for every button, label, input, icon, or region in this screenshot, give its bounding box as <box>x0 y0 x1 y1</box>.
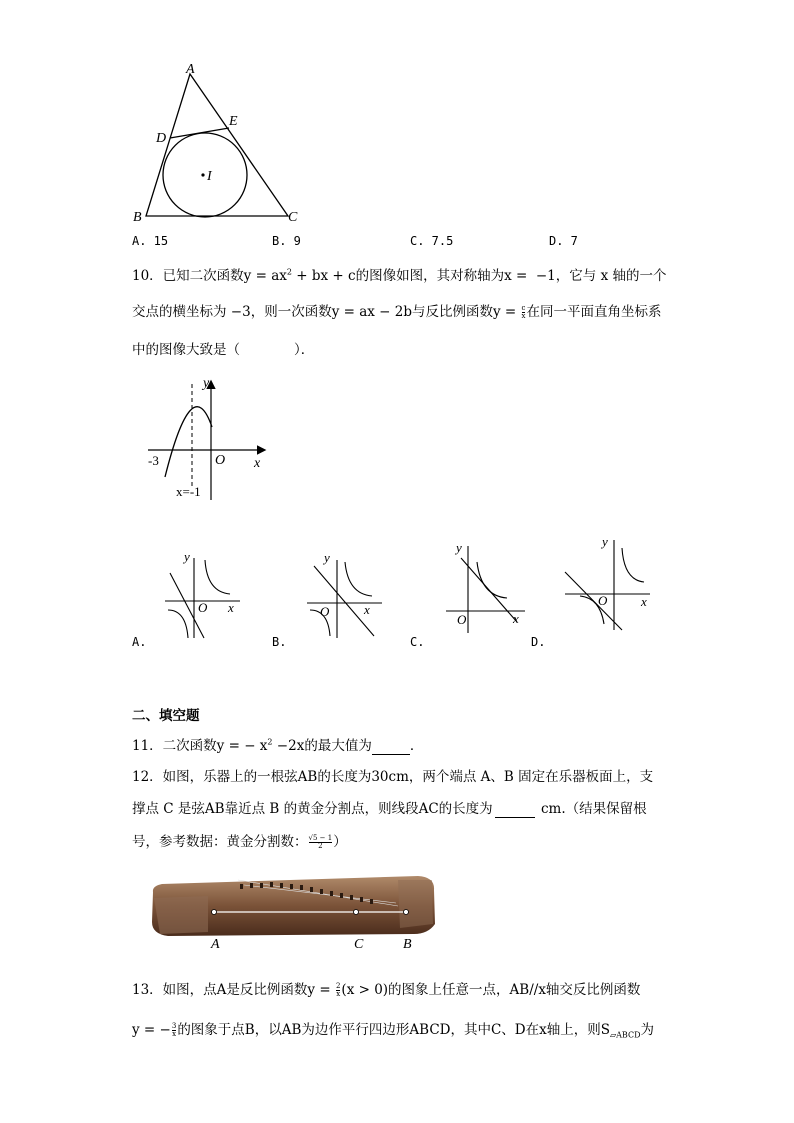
q10-line-1 <box>132 264 666 284</box>
q10-text-1b: + bx + c的图像如图，其对称轴为x = −1，它与 x 轴的一个 <box>291 268 667 284</box>
label-b: B <box>133 210 142 225</box>
option-d[interactable]: D. 7 <box>549 234 578 248</box>
hyperbola-branch-1 <box>205 560 230 594</box>
svg-text:y: y <box>456 540 462 555</box>
label-e: E <box>229 114 238 129</box>
label-c: C <box>354 937 364 952</box>
q10-text-2a: 交点的横坐标为 −3，则一次函数y = ax − 2b与反比例函数y = <box>132 304 521 320</box>
label-neg3: -3 <box>148 453 159 468</box>
q10-line-3: 中的图像大致是（ ）． <box>132 342 315 358</box>
parabola-curve <box>165 407 212 477</box>
option-c-graph <box>441 538 529 638</box>
svg-text:O: O <box>320 604 330 619</box>
svg-text:y: y <box>184 549 190 564</box>
center-point <box>201 173 204 176</box>
svg-text:x: x <box>228 600 234 615</box>
option-b-graph <box>302 548 387 640</box>
q10-option-d[interactable]: D. <box>531 635 546 649</box>
svg-text:y: y <box>324 550 330 565</box>
q12-line-1: 12．如图，乐器上的一根弦AB的长度为30cm，两个端点 A、B 固定在乐器板面上，支 <box>132 769 654 785</box>
q11-line: 11．二次函数y = − $x^2 -2x$的最大值为 ． <box>132 737 424 754</box>
label-d: D <box>156 131 167 146</box>
parabola-graph <box>140 372 280 507</box>
label-b: B <box>403 937 412 952</box>
label-a: A <box>211 937 220 952</box>
option-a[interactable]: A. 15 <box>132 234 169 248</box>
option-b[interactable]: B. 9 <box>272 234 301 248</box>
q10-option-b[interactable]: B. <box>272 635 287 649</box>
point-b <box>404 910 409 915</box>
label-c: C <box>288 210 298 225</box>
svg-text:x: x <box>513 611 519 626</box>
answer-blank[interactable] <box>495 801 535 818</box>
q10-text-2b: 在同一平面直角坐标系 <box>526 304 662 320</box>
option-c[interactable]: C. 7.5 <box>410 234 454 248</box>
q13-line-1: 13．如图，点A是反比例函数y = $\frac{2}{x}$ (x > 0)的图象上任意一点，AB//x轴交反比例函数 <box>132 982 641 998</box>
superscript: 2 <box>286 267 292 277</box>
point-a <box>212 910 217 915</box>
fraction-2-over-x: $\frac{2}{x}$ <box>335 982 341 998</box>
answer-blank[interactable] <box>372 738 410 755</box>
incircle <box>163 133 247 217</box>
svg-text:x: x <box>364 602 370 617</box>
option-d-graph <box>560 534 656 632</box>
q10-option-c[interactable]: C. <box>410 635 425 649</box>
svg-text:O: O <box>457 612 467 627</box>
label-x: x <box>254 456 261 471</box>
guzheng-instrument-figure <box>148 872 440 954</box>
label-symmetry: x=-1 <box>176 484 201 499</box>
svg-text:x: x <box>641 594 647 609</box>
section-heading: 二、填空题 <box>132 708 200 724</box>
point-c <box>354 910 359 915</box>
svg-text:y: y <box>602 534 608 549</box>
svg-text:O: O <box>198 600 208 615</box>
triangle-incircle-figure <box>128 58 308 230</box>
svg-text:O: O <box>598 593 608 608</box>
q12-line-3: 号，参考数据：黄金分割数： $\frac{√5 - 1}{2}$ ） <box>132 834 347 850</box>
option-a-graph <box>160 548 245 640</box>
q12-line-2: 撑点 C 是弦AB靠近点 B 的黄金分割点，则线段AC的长度为 cm.（结果保留根 <box>132 801 647 817</box>
fraction-3-over-x: $\frac{3}{x}$ <box>171 1022 177 1038</box>
label-y: y <box>203 376 210 391</box>
q10-text-1a: 10．已知二次函数y = ax <box>132 268 287 284</box>
golden-ratio-fraction: $\frac{√5 - 1}{2}$ <box>308 834 333 850</box>
label-a: A <box>186 62 195 77</box>
q10-line-2 <box>132 300 661 320</box>
label-origin: O <box>215 453 226 468</box>
fraction-c-over-x: $\frac{c}{x}$ <box>521 304 526 320</box>
q10-option-a[interactable]: A. <box>132 635 147 649</box>
linear-line <box>314 566 374 636</box>
label-i: I <box>207 169 212 184</box>
q13-line-2: y = − $\frac{3}{x}$ 的图象于点B，以AB为边作平行四边形ABCD，其中C、D在x轴上，则$S_{▱ABCD}$为 <box>132 1022 654 1040</box>
hyperbola-branch-2 <box>168 610 188 638</box>
